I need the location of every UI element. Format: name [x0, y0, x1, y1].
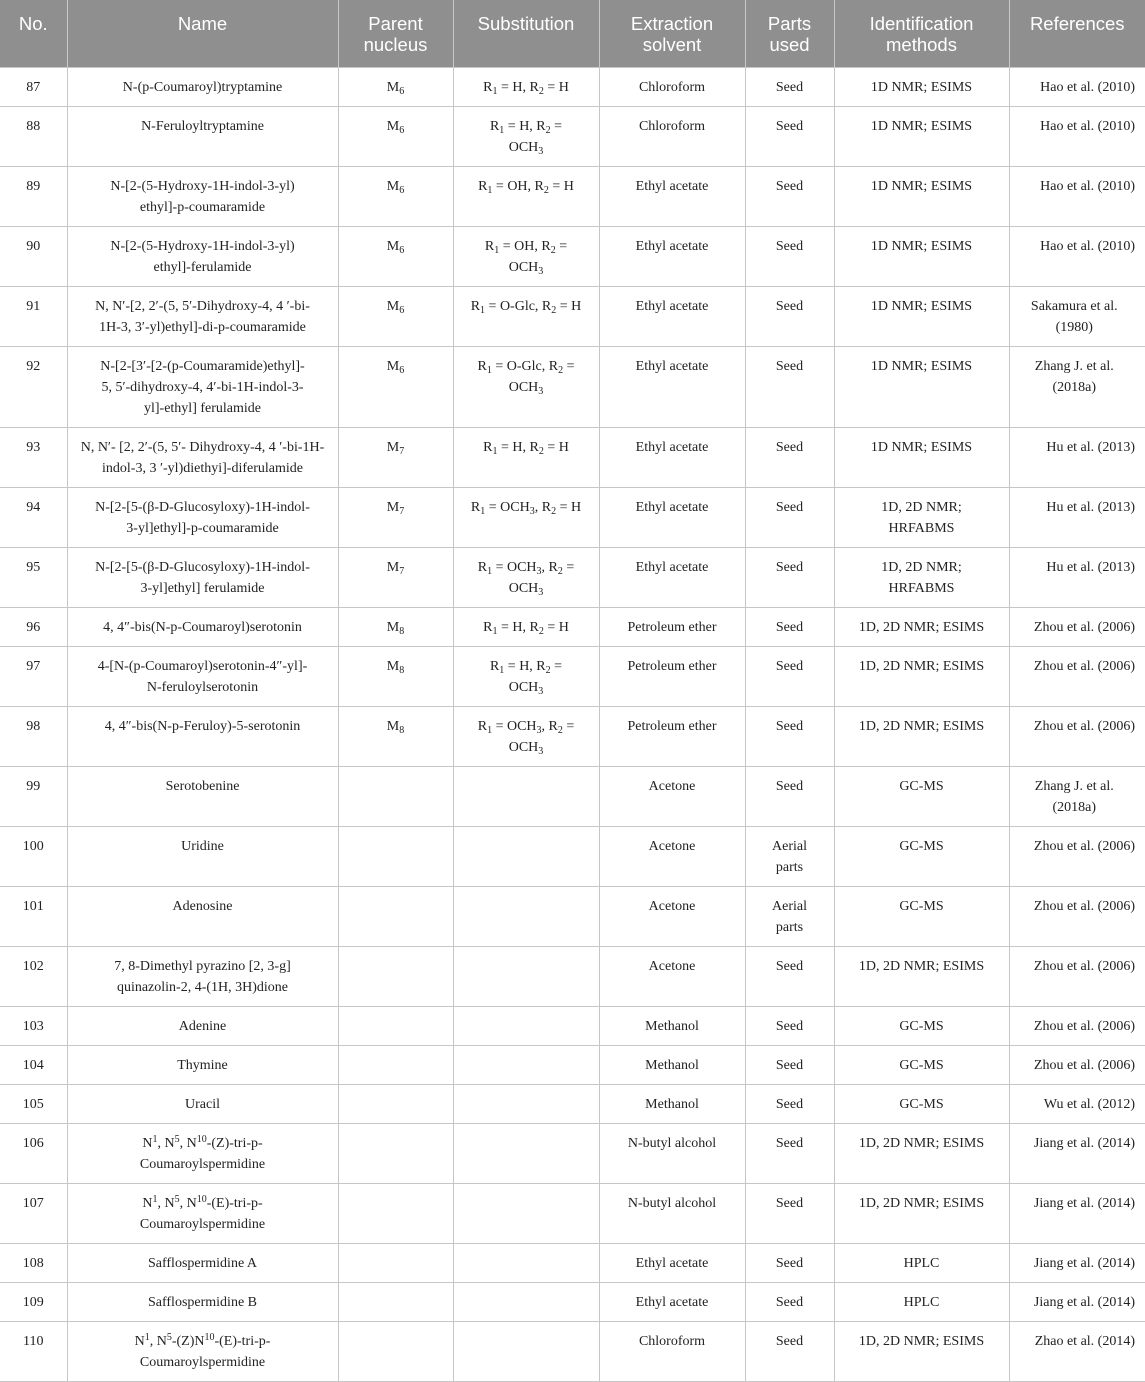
header-name: Name	[67, 0, 338, 68]
cell-name: Thymine	[67, 1046, 338, 1085]
cell-reference: Hao et al. (2010)	[1009, 107, 1145, 167]
cell-identification-methods: 1D, 2D NMR; ESIMS	[834, 947, 1009, 1007]
cell-parts-used: Seed	[745, 1046, 834, 1085]
cell-extraction-solvent: Methanol	[599, 1007, 745, 1046]
cell-substitution: $R_1 = OCH_3$, $R_2$ = $OCH_3$	[453, 548, 599, 608]
cell-substitution	[453, 1085, 599, 1124]
cell-parent-nucleus: $M_6$	[338, 347, 453, 428]
cell-extraction-solvent: Petroleum ether	[599, 707, 745, 767]
cell-extraction-solvent: Methanol	[599, 1046, 745, 1085]
table-row	[0, 1124, 1145, 1184]
cell-parent-nucleus	[338, 767, 453, 827]
cell-identification-methods: 1D NMR; ESIMS	[834, 68, 1009, 107]
cell-no: 96	[0, 608, 67, 647]
cell-reference: Zhao et al. (2014)	[1009, 1322, 1145, 1382]
cell-parent-nucleus	[338, 1124, 453, 1184]
cell-identification-methods: GC-MS	[834, 767, 1009, 827]
cell-extraction-solvent: Ethyl acetate	[599, 488, 745, 548]
cell-extraction-solvent: N-butyl alcohol	[599, 1184, 745, 1244]
cell-parent-nucleus: $M_8$	[338, 608, 453, 647]
cell-parent-nucleus: $M_6$	[338, 68, 453, 107]
cell-reference: Zhou et al. (2006)	[1009, 647, 1145, 707]
cell-extraction-solvent: Ethyl acetate	[599, 1283, 745, 1322]
cell-reference: Zhou et al. (2006)	[1009, 827, 1145, 887]
cell-no: 98	[0, 707, 67, 767]
cell-reference: Zhou et al. (2006)	[1009, 608, 1145, 647]
table-row	[0, 1046, 1145, 1085]
cell-substitution	[453, 1046, 599, 1085]
cell-no: 88	[0, 107, 67, 167]
table-row	[0, 428, 1145, 488]
cell-extraction-solvent: Ethyl acetate	[599, 1244, 745, 1283]
cell-parts-used: Seed	[745, 167, 834, 227]
cell-extraction-solvent: Acetone	[599, 887, 745, 947]
cell-name: N-Feruloyltryptamine	[67, 107, 338, 167]
cell-parts-used: Seed	[745, 227, 834, 287]
cell-parent-nucleus: $M_6$	[338, 227, 453, 287]
header-parent-nucleus: Parent nucleus	[338, 0, 453, 68]
cell-reference: Hao et al. (2010)	[1009, 227, 1145, 287]
cell-parts-used: Seed	[745, 548, 834, 608]
cell-no: 110	[0, 1322, 67, 1382]
cell-extraction-solvent: N-butyl alcohol	[599, 1124, 745, 1184]
cell-extraction-solvent: Ethyl acetate	[599, 548, 745, 608]
table-row	[0, 68, 1145, 107]
table-row	[0, 488, 1145, 548]
cell-reference: Jiang et al. (2014)	[1009, 1184, 1145, 1244]
cell-substitution: $R_1 = OCH_3$, $R_2$ = $OCH_3$	[453, 707, 599, 767]
table-row	[0, 347, 1145, 428]
table-row	[0, 647, 1145, 707]
cell-parent-nucleus: $M_7$	[338, 428, 453, 488]
cell-name: N-[2-[5-(β-D-Glucosyloxy)-1H-indol- 3-yl]ethyl]-p-coumaramide	[67, 488, 338, 548]
cell-identification-methods: 1D, 2D NMR; ESIMS	[834, 707, 1009, 767]
cell-reference: Zhang J. et al. (2018a)	[1009, 347, 1145, 428]
cell-parts-used: Seed	[745, 707, 834, 767]
cell-name: $N^1$, $N^5$, $N^{10}-(E)-tri-p-$ Coumaroylspermidine	[67, 1184, 338, 1244]
cell-name: N, N′- [2, 2′-(5, 5′- Dihydroxy-4, 4 ′-bi-1H-indol-3, 3 ′-yl)diethyi]-diferulamide	[67, 428, 338, 488]
cell-identification-methods: 1D, 2D NMR; HRFABMS	[834, 488, 1009, 548]
cell-reference: Hu et al. (2013)	[1009, 488, 1145, 548]
cell-parts-used: Seed	[745, 1184, 834, 1244]
table-row	[0, 947, 1145, 1007]
cell-identification-methods: 1D, 2D NMR; HRFABMS	[834, 548, 1009, 608]
cell-identification-methods: GC-MS	[834, 827, 1009, 887]
cell-substitution: $R_1$ = OH, $R_2 = H$	[453, 167, 599, 227]
cell-identification-methods: 1D, 2D NMR; ESIMS	[834, 1124, 1009, 1184]
cell-parts-used: Seed	[745, 488, 834, 548]
cell-identification-methods: GC-MS	[834, 1007, 1009, 1046]
cell-reference: Zhou et al. (2006)	[1009, 707, 1145, 767]
cell-no: 90	[0, 227, 67, 287]
cell-identification-methods: 1D NMR; ESIMS	[834, 107, 1009, 167]
cell-no: 97	[0, 647, 67, 707]
cell-substitution	[453, 767, 599, 827]
cell-parent-nucleus	[338, 827, 453, 887]
cell-substitution	[453, 887, 599, 947]
cell-no: 109	[0, 1283, 67, 1322]
table-row	[0, 1322, 1145, 1382]
cell-substitution	[453, 1184, 599, 1244]
cell-parent-nucleus: $M_7$	[338, 488, 453, 548]
cell-no: 92	[0, 347, 67, 428]
cell-no: 94	[0, 488, 67, 548]
cell-name: Uracil	[67, 1085, 338, 1124]
cell-identification-methods: 1D NMR; ESIMS	[834, 287, 1009, 347]
cell-parent-nucleus	[338, 887, 453, 947]
header-substitution: Substitution	[453, 0, 599, 68]
cell-extraction-solvent: Ethyl acetate	[599, 227, 745, 287]
cell-extraction-solvent: Petroleum ether	[599, 608, 745, 647]
header-parts-used: Parts used	[745, 0, 834, 68]
cell-substitution: $R_1$ = OH, $R_2$ = $OCH_3$	[453, 227, 599, 287]
table-row	[0, 1184, 1145, 1244]
cell-reference: Zhang J. et al. (2018a)	[1009, 767, 1145, 827]
cell-substitution	[453, 1244, 599, 1283]
cell-reference: Zhou et al. (2006)	[1009, 947, 1145, 1007]
cell-parts-used: Seed	[745, 947, 834, 1007]
cell-substitution	[453, 827, 599, 887]
header-extraction-solvent: Extraction solvent	[599, 0, 745, 68]
cell-identification-methods: GC-MS	[834, 1046, 1009, 1085]
cell-extraction-solvent: Ethyl acetate	[599, 347, 745, 428]
cell-no: 108	[0, 1244, 67, 1283]
cell-identification-methods: GC-MS	[834, 887, 1009, 947]
cell-reference: Sakamura et al. (1980)	[1009, 287, 1145, 347]
cell-name: Safflospermidine B	[67, 1283, 338, 1322]
cell-parts-used: Seed	[745, 107, 834, 167]
cell-no: 106	[0, 1124, 67, 1184]
cell-parent-nucleus	[338, 1046, 453, 1085]
cell-parent-nucleus	[338, 1007, 453, 1046]
cell-substitution	[453, 1322, 599, 1382]
table-row	[0, 107, 1145, 167]
cell-name: 4, 4″-bis(N-p-Coumaroyl)serotonin	[67, 608, 338, 647]
cell-reference: Jiang et al. (2014)	[1009, 1283, 1145, 1322]
cell-identification-methods: HPLC	[834, 1283, 1009, 1322]
cell-extraction-solvent: Chloroform	[599, 1322, 745, 1382]
cell-no: 107	[0, 1184, 67, 1244]
cell-reference: Zhou et al. (2006)	[1009, 887, 1145, 947]
cell-name: Adenosine	[67, 887, 338, 947]
cell-parent-nucleus: $M_8$	[338, 647, 453, 707]
cell-parts-used: Seed	[745, 1322, 834, 1382]
table-row	[0, 167, 1145, 227]
cell-substitution: $R_1 = H$, $R_2$ = $OCH_3$	[453, 647, 599, 707]
cell-no: 102	[0, 947, 67, 1007]
cell-reference: Hu et al. (2013)	[1009, 428, 1145, 488]
cell-no: 105	[0, 1085, 67, 1124]
header-identification-methods: Identification methods	[834, 0, 1009, 68]
cell-reference: Zhou et al. (2006)	[1009, 1007, 1145, 1046]
cell-reference: Zhou et al. (2006)	[1009, 1046, 1145, 1085]
cell-parent-nucleus: $M_8$	[338, 707, 453, 767]
cell-substitution: $R_1 = H$, $R_2$ = $OCH_3$	[453, 107, 599, 167]
cell-extraction-solvent: Acetone	[599, 947, 745, 1007]
cell-parts-used: Seed	[745, 68, 834, 107]
cell-parts-used: Seed	[745, 1244, 834, 1283]
cell-identification-methods: 1D, 2D NMR; ESIMS	[834, 608, 1009, 647]
cell-parent-nucleus	[338, 1244, 453, 1283]
cell-extraction-solvent: Chloroform	[599, 68, 745, 107]
cell-parts-used: Seed	[745, 767, 834, 827]
cell-parent-nucleus: $M_7$	[338, 548, 453, 608]
cell-substitution: $R_1 = H$, $R_2 = H$	[453, 608, 599, 647]
cell-reference: Hao et al. (2010)	[1009, 167, 1145, 227]
header-references: References	[1009, 0, 1145, 68]
cell-substitution: $R_1 = O-Glc$, $R_2$ = $OCH_3$	[453, 347, 599, 428]
cell-no: 93	[0, 428, 67, 488]
cell-no: 101	[0, 887, 67, 947]
cell-parts-used: Seed	[745, 608, 834, 647]
cell-no: 103	[0, 1007, 67, 1046]
table-row	[0, 227, 1145, 287]
table-row	[0, 767, 1145, 827]
cell-extraction-solvent: Acetone	[599, 767, 745, 827]
cell-substitution	[453, 947, 599, 1007]
cell-identification-methods: 1D, 2D NMR; ESIMS	[834, 1184, 1009, 1244]
header-no: No.	[0, 0, 67, 68]
cell-substitution	[453, 1283, 599, 1322]
cell-no: 91	[0, 287, 67, 347]
cell-parent-nucleus: $M_6$	[338, 287, 453, 347]
cell-substitution: $R_1 = H$, $R_2 = H$	[453, 68, 599, 107]
cell-name: Uridine	[67, 827, 338, 887]
cell-name: N-[2-(5-Hydroxy-1H-indol-3-yl) ethyl]-p-coumaramide	[67, 167, 338, 227]
cell-extraction-solvent: Ethyl acetate	[599, 167, 745, 227]
cell-reference: Wu et al. (2012)	[1009, 1085, 1145, 1124]
cell-parent-nucleus	[338, 1322, 453, 1382]
cell-reference: Hao et al. (2010)	[1009, 68, 1145, 107]
cell-name: Safflospermidine A	[67, 1244, 338, 1283]
cell-no: 95	[0, 548, 67, 608]
cell-no: 100	[0, 827, 67, 887]
table-row	[0, 1283, 1145, 1322]
cell-name: N-[2-[5-(β-D-Glucosyloxy)-1H-indol- 3-yl]ethyl] ferulamide	[67, 548, 338, 608]
cell-identification-methods: 1D, 2D NMR; ESIMS	[834, 647, 1009, 707]
cell-parent-nucleus	[338, 1085, 453, 1124]
cell-extraction-solvent: Ethyl acetate	[599, 287, 745, 347]
cell-identification-methods: 1D NMR; ESIMS	[834, 428, 1009, 488]
table-row	[0, 1085, 1145, 1124]
cell-parts-used: Aerial parts	[745, 827, 834, 887]
cell-parts-used: Seed	[745, 1085, 834, 1124]
cell-parent-nucleus: $M_6$	[338, 107, 453, 167]
cell-name: N-[2-[3′-[2-(p-Coumaramide)ethyl]- 5, 5′-dihydroxy-4, 4′-bi-1H-indol-3- yl]-ethyl] ferulamide	[67, 347, 338, 428]
cell-parts-used: Seed	[745, 647, 834, 707]
cell-parts-used: Seed	[745, 1007, 834, 1046]
cell-extraction-solvent: Methanol	[599, 1085, 745, 1124]
cell-identification-methods: 1D NMR; ESIMS	[834, 167, 1009, 227]
cell-parts-used: Seed	[745, 1283, 834, 1322]
cell-no: 89	[0, 167, 67, 227]
table-row	[0, 827, 1145, 887]
cell-name: Serotobenine	[67, 767, 338, 827]
cell-name: $N^1$, $N^5-(Z)N^{10}-(E)-tri-p-$ Coumaroylspermidine	[67, 1322, 338, 1382]
table-row	[0, 548, 1145, 608]
cell-identification-methods: HPLC	[834, 1244, 1009, 1283]
cell-name: 7, 8-Dimethyl pyrazino [2, 3-g] quinazolin-2, 4-(1H, 3H)dione	[67, 947, 338, 1007]
cell-substitution	[453, 1007, 599, 1046]
cell-identification-methods: GC-MS	[834, 1085, 1009, 1124]
cell-parent-nucleus: $M_6$	[338, 167, 453, 227]
table-row	[0, 707, 1145, 767]
cell-no: 99	[0, 767, 67, 827]
cell-parts-used: Seed	[745, 1124, 834, 1184]
table-row	[0, 287, 1145, 347]
cell-reference: Jiang et al. (2014)	[1009, 1244, 1145, 1283]
table-row	[0, 1007, 1145, 1046]
cell-extraction-solvent: Petroleum ether	[599, 647, 745, 707]
table-row	[0, 608, 1145, 647]
cell-extraction-solvent: Acetone	[599, 827, 745, 887]
cell-parts-used: Seed	[745, 428, 834, 488]
cell-extraction-solvent: Ethyl acetate	[599, 428, 745, 488]
cell-name: 4, 4″-bis(N-p-Feruloy)-5-serotonin	[67, 707, 338, 767]
cell-reference: Jiang et al. (2014)	[1009, 1124, 1145, 1184]
cell-identification-methods: 1D NMR; ESIMS	[834, 227, 1009, 287]
cell-no: 104	[0, 1046, 67, 1085]
cell-parent-nucleus	[338, 1184, 453, 1244]
cell-parts-used: Seed	[745, 287, 834, 347]
cell-name: Adenine	[67, 1007, 338, 1046]
cell-parts-used: Aerial parts	[745, 887, 834, 947]
cell-substitution: $R_1 = H$, $R_2 = H$	[453, 428, 599, 488]
cell-parent-nucleus	[338, 1283, 453, 1322]
table-row	[0, 887, 1145, 947]
cell-substitution: $R_1 = O-Glc$, $R_2 = H$	[453, 287, 599, 347]
cell-name: N, N′-[2, 2′-(5, 5′-Dihydroxy-4, 4 ′-bi- 1H-3, 3′-yl)ethyl]-di-p-coumaramide	[67, 287, 338, 347]
cell-name: N-(p-Coumaroyl)tryptamine	[67, 68, 338, 107]
header-row	[0, 0, 1145, 68]
cell-name: 4-[N-(p-Coumaroyl)serotonin-4″-yl]- N-feruloylserotonin	[67, 647, 338, 707]
table-body	[0, 68, 1145, 1382]
cell-no: 87	[0, 68, 67, 107]
cell-name: $N^1$, $N^5$, $N^{10}-(Z)-tri-p-$ Coumaroylspermidine	[67, 1124, 338, 1184]
cell-parts-used: Seed	[745, 347, 834, 428]
cell-parent-nucleus	[338, 947, 453, 1007]
cell-name: N-[2-(5-Hydroxy-1H-indol-3-yl) ethyl]-ferulamide	[67, 227, 338, 287]
cell-identification-methods: 1D NMR; ESIMS	[834, 347, 1009, 428]
cell-identification-methods: 1D, 2D NMR; ESIMS	[834, 1322, 1009, 1382]
table-header	[0, 0, 1145, 68]
cell-substitution: $R_1 = OCH_3$, $R_2 = H$	[453, 488, 599, 548]
cell-substitution	[453, 1124, 599, 1184]
cell-reference: Hu et al. (2013)	[1009, 548, 1145, 608]
cell-extraction-solvent: Chloroform	[599, 107, 745, 167]
table-row	[0, 1244, 1145, 1283]
